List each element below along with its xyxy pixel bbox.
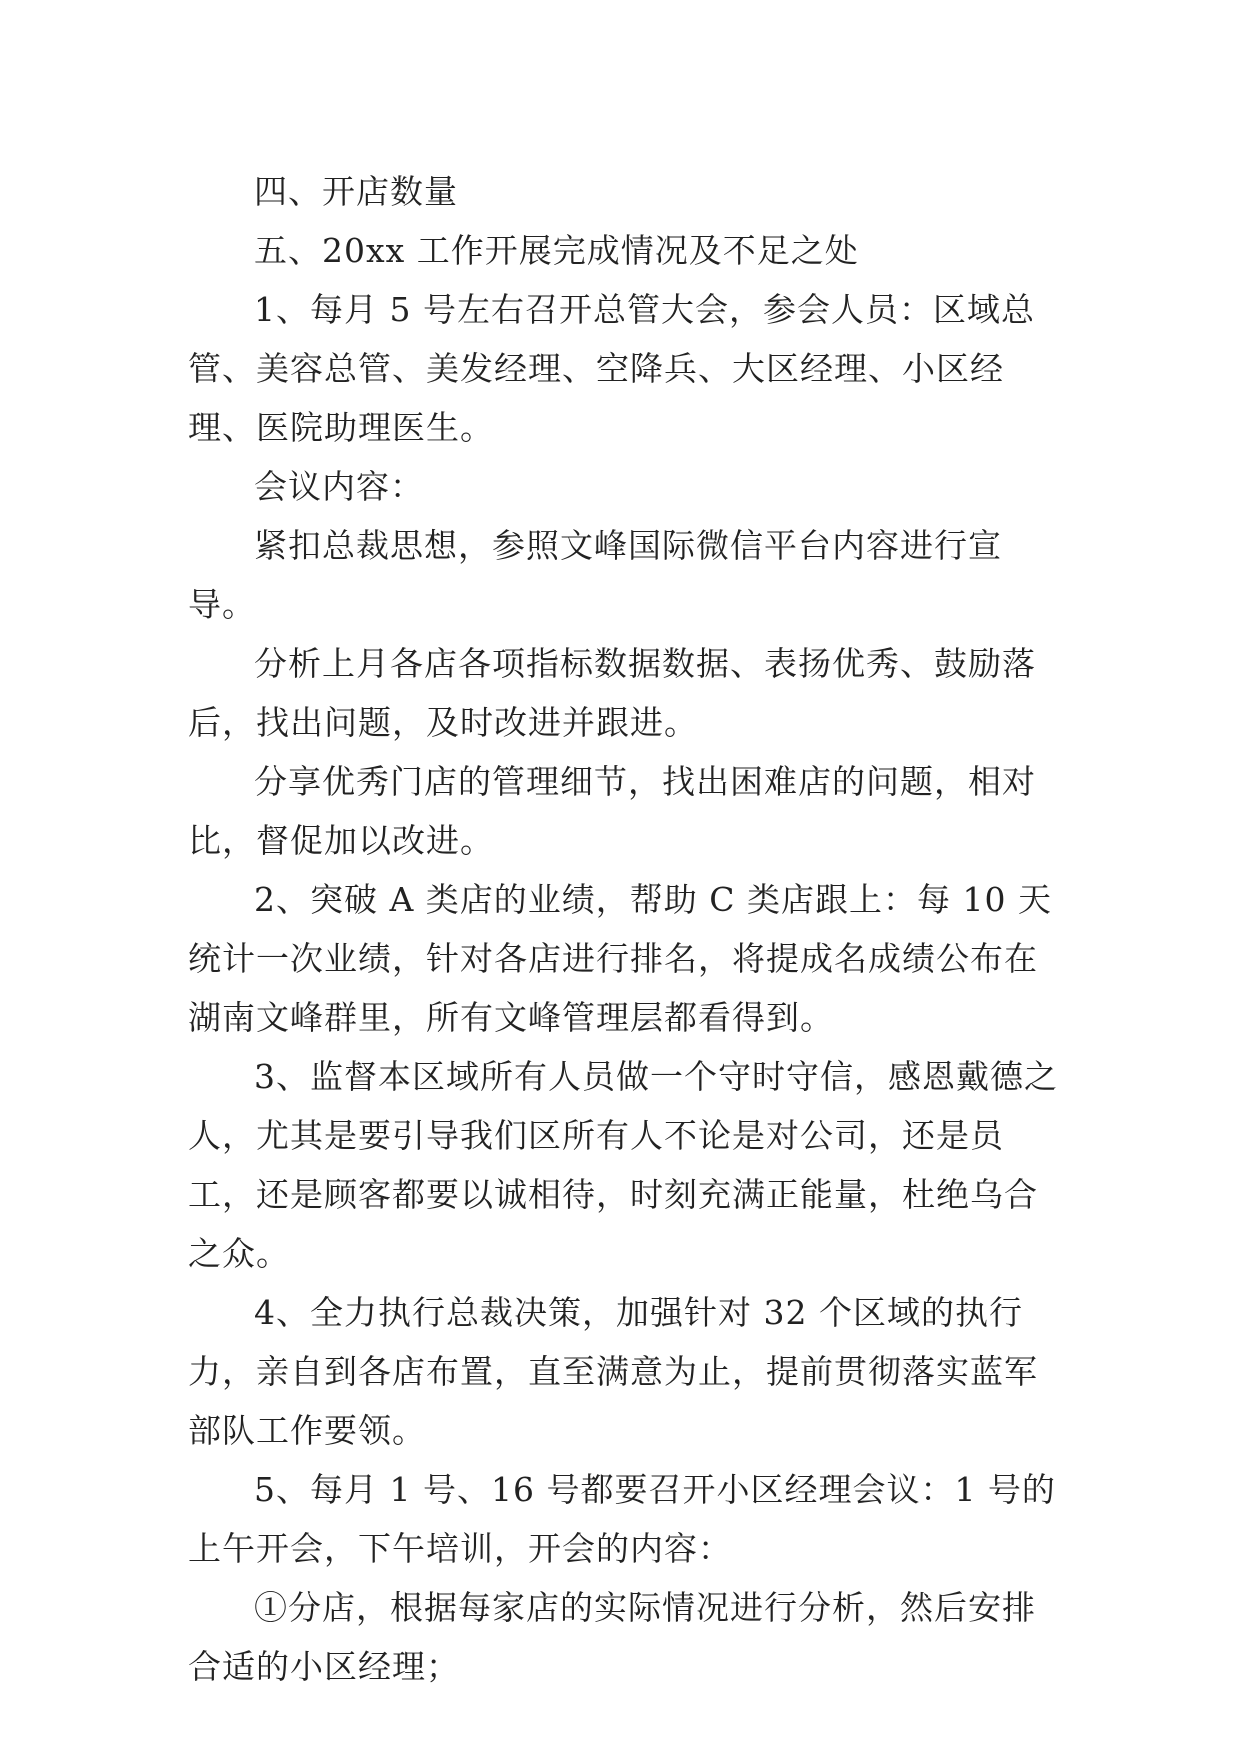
paragraph-item-2: 2、突破 A 类店的业绩，帮助 C 类店跟上：每 10 天统计一次业绩，针对各店进行排名，将提成名成绩公布在湖南文峰群里，所有文峰管理层都看得到。 <box>188 880 1053 1037</box>
document-body <box>188 162 1068 1696</box>
meeting-content-label: 会议内容： <box>254 467 424 506</box>
paragraph-meeting-point-3: 分享优秀门店的管理细节，找出困难店的问题，相对比，督促加以改进。 <box>188 762 1036 860</box>
paragraph-item-1: 1、每月 5 号左右召开总管大会，参会人员：区域总管、美容总管、美发经理、空降兵、大区经理、小区经理、医院助理医生。 <box>188 290 1035 447</box>
paragraph-sub-item-1: ①分店，根据每家店的实际情况进行分析，然后安排合适的小区经理； <box>188 1588 1036 1686</box>
paragraph-item-4: 4、全力执行总裁决策，加强针对 32 个区域的执行力，亲自到各店布置，直至满意为止，提前贯彻落实蓝军部队工作要领。 <box>188 1293 1038 1450</box>
paragraph-meeting-point-2: 分析上月各店各项指标数据数据、表扬优秀、鼓励落后，找出问题，及时改进并跟进。 <box>188 644 1036 742</box>
heading-store-count: 四、开店数量 <box>254 172 458 211</box>
heading-work-summary: 五、20xx 工作开展完成情况及不足之处 <box>254 231 859 270</box>
paragraph-item-3: 3、监督本区域所有人员做一个守时守信，感恩戴德之人，尤其是要引导我们区所有人不论是对公司，还是员工，还是顾客都要以诚相待，时刻充满正能量，杜绝乌合之众。 <box>188 1057 1058 1273</box>
paragraph-item-5: 5、每月 1 号、16 号都要召开小区经理会议：1 号的上午开会，下午培训，开会的内容： <box>188 1470 1056 1568</box>
paragraph-meeting-point-1: 紧扣总裁思想，参照文峰国际微信平台内容进行宣导。 <box>188 526 1002 624</box>
